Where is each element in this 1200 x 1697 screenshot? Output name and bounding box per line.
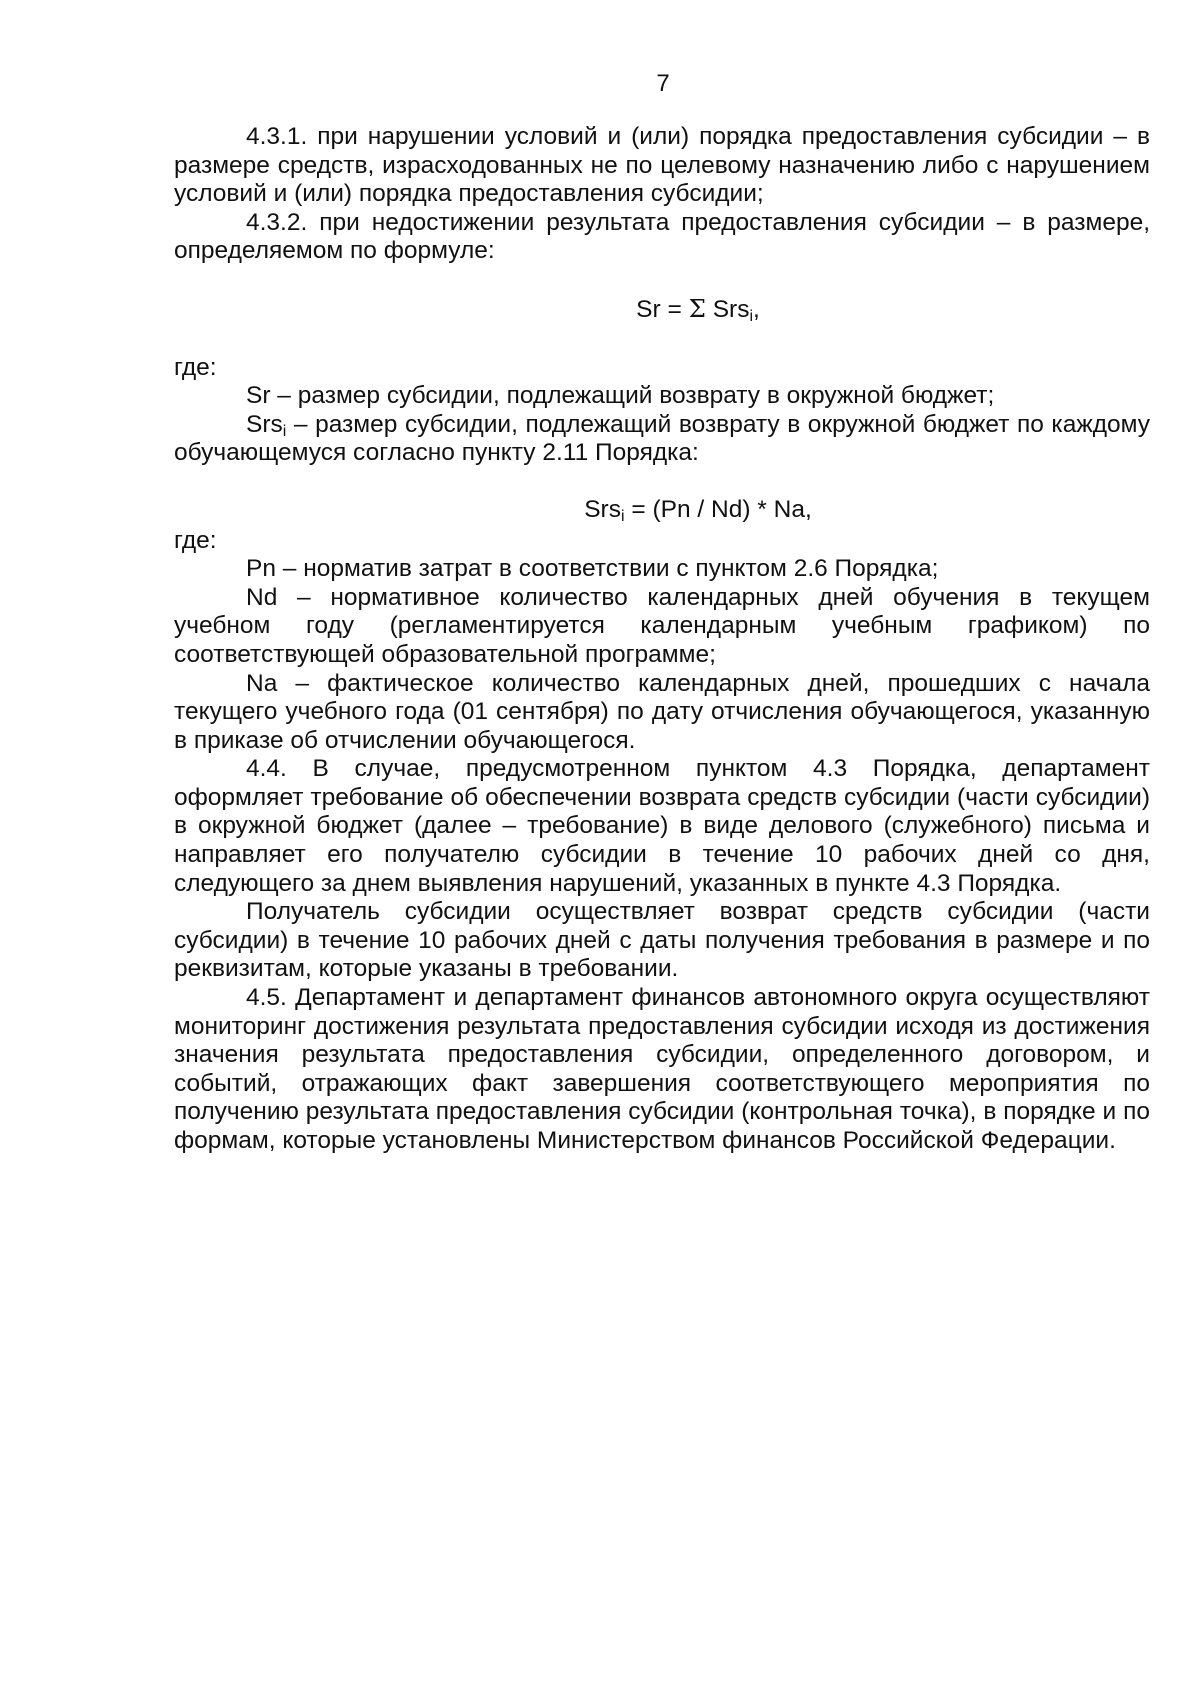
paragraph-4-3-1: 4.3.1. при нарушении условий и (или) порядка предоставления субсидии – в размере средств, израсходованных не по целевому назначению либо с нарушением условий и (или) порядка предоставления субсидии; [174, 123, 1150, 208]
paragraph-4-4: 4.4. В случае, предусмотренном пунктом 4.3 Порядка, департамент оформляет требование об обеспечении возврата средств субсидии (части субсидии) в окружной бюджет (далее – требование) в виде делового (служебного) письма и направляет его получателю субсидии в течение 10 рабочих дней со дня, следующего за днем выявления нарушений, указанных в пункте 4.3 Порядка. [174, 755, 1150, 897]
definition-pn: Pn – норматив затрат в соответствии с пунктом 2.6 Порядка; [246, 555, 939, 583]
sigma-symbol: Σ [688, 293, 706, 323]
formula-srsi [174, 496, 1150, 525]
definition-srsi [174, 411, 1150, 468]
formula-sr-rhs: Srs [705, 295, 750, 323]
formula-sr-lhs: Sr = [636, 295, 689, 323]
srsi-subscript: i [282, 422, 287, 440]
paragraph-4-5: 4.5. Департамент и департамент финансов автономного округа осуществляют мониторинг достижения результата предоставления субсидии исходя из достижения значения результата предоставления субсидии, определенного договором, и событий, отражающих факт завершения соответствующего мероприятия по получению результата предоставления субсидии (контрольная точка), в порядке и по формам, которые установлены Министерством финансов Российской Федерации. [174, 984, 1150, 1154]
definition-sr: Sr – размер субсидии, подлежащий возврату в окружной бюджет; [246, 382, 995, 410]
formula-srsi-subscript: i [620, 507, 625, 525]
formula-srsi-rhs: = (Pn / Nd) * Na, [624, 495, 812, 523]
definition-nd: Nd – нормативное количество календарных дней обучения в текущем учебном году (регламентируется календарным учебным графиком) по соответствующей образовательной программе; [174, 583, 1150, 668]
formula-sr [174, 295, 1150, 325]
srsi-term: Srs [246, 410, 283, 438]
formula-sr-subscript: i [749, 307, 754, 325]
where-label-1: где: [174, 353, 217, 381]
definition-na: Na – фактическое количество календарных дней, прошедших с начала текущего учебного года (01 сентября) по дату отчисления обучающегося, указанную в приказе об отчислении обучающегося. [174, 669, 1150, 754]
document-body [174, 123, 1150, 1156]
formula-sr-tail: , [753, 295, 760, 323]
paragraph-4-3-2: 4.3.2. при недостижении результата предоставления субсидии – в размере, определяемом по формуле: [174, 208, 1150, 265]
paragraph-recipient: Получатель субсидии осуществляет возврат средств субсидии (части субсидии) в течение 10 рабочих дней с даты получения требования в размере и по реквизитам, которые указаны в требовании. [174, 898, 1150, 983]
where-label-2: где: [174, 526, 217, 554]
formula-srsi-lhs: Srs [584, 495, 621, 523]
srsi-text: – размер субсидии, подлежащий возврату в окружной бюджет по каждому обучающемуся согласно пункту 2.11 Порядка: [174, 410, 1150, 467]
page-number: 7 [656, 70, 670, 97]
